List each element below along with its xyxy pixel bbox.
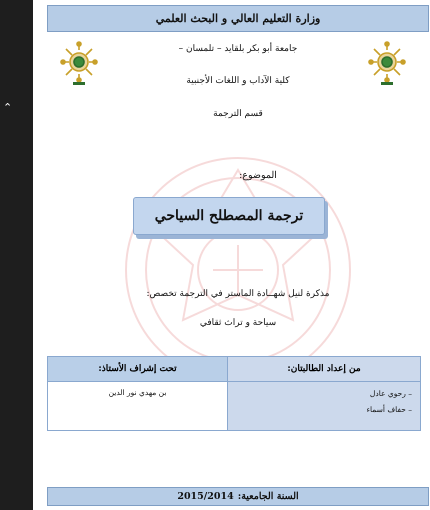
university-name: جامعة أبو بكر بلقايد – تلمسان – [178,44,298,54]
ministry-text: وزارة التعليم العالي و البحث العلمي [155,12,321,25]
department-name: قسم الترجمة [213,109,263,119]
student-name: – رحوي عادل [369,389,412,398]
supervisor-cell [48,382,228,431]
academic-year-band [47,487,429,506]
thesis-title-box [133,197,325,235]
faculty-name: كلية الآداب و اللغات الأجنبية [186,76,290,86]
students-header: من إعداد الطالبتان: [228,357,421,382]
university-seal-watermark-icon [118,150,358,390]
thesis-title: ترجمة المصطلح السياحي [154,208,304,224]
supervisor-header: تحت إشراف الأستاذ: [48,357,228,382]
specialty-name: سياحة و تراث ثقافي [199,318,277,328]
team-table [47,356,421,431]
academic-year-value: 2015/2014 [177,491,234,502]
subject-label: الموضوع: [239,170,277,181]
students-list [228,382,421,431]
document-page [38,0,430,510]
cursor-icon: ⌃ [3,101,13,114]
student-name: – حفاف أسماء [366,405,412,414]
academic-year-label: السنة الجامعية: [237,491,299,502]
memo-description: مذكرة لنيل شهــادة الماستر في الترجمة تخصص: [146,289,330,299]
left-sidebar-strip [0,0,33,510]
supervisor-name: بن مهدي نور الدين [108,388,167,397]
ministry-header [47,5,429,32]
